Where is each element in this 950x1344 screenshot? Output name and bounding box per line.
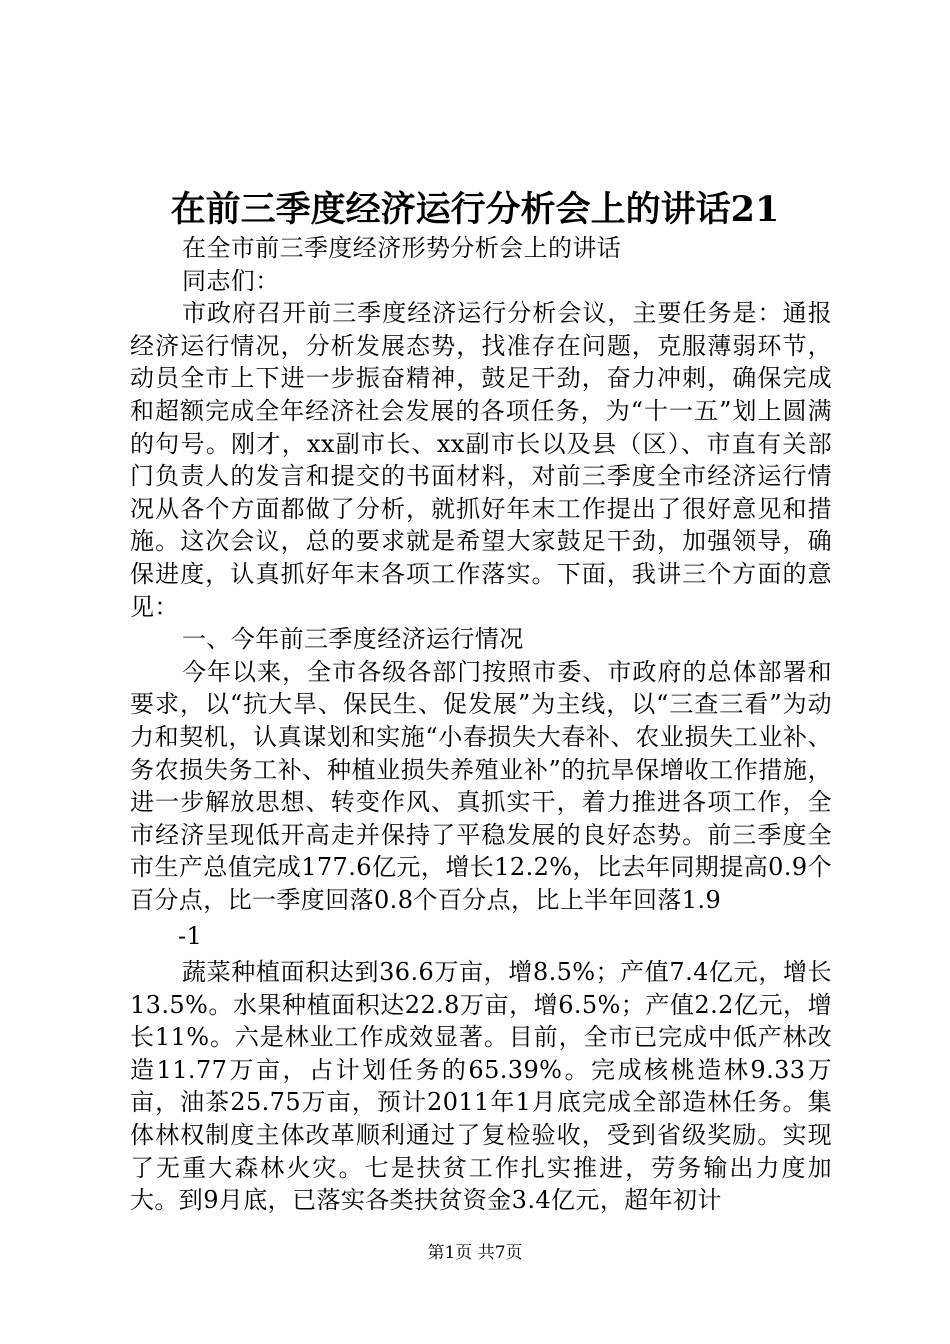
- paragraph-intro: 市政府召开前三季度经济运行分析会议，主要任务是：通报经济运行情况，分析发展态势，找准存在问题，克服薄弱环节，动员全市上下进一步振奋精神，鼓足干劲，奋力冲刺，确保完成和超额完成全年经济社会发展的各项任务，为“十一五”划上圆满的句号。刚才，xx副市长、xx副市长以及县（区）、市直有关部门负责人的发言和提交的书面材料，对前三季度全市经济运行情况从各个方面都做了分析，就抓好年末工作提出了很好意见和措施。这次会议，总的要求就是希望大家鼓足干劲，加强领导，确保进度，认真抓好年末各项工作落实。下面，我讲三个方面的意见：: [130, 299, 832, 621]
- salutation: 同志们：: [182, 266, 280, 295]
- paragraph-economy: 今年以来，全市各级各部门按照市委、市政府的总体部署和要求，以“抗大旱、保民生、促发展”为主线，以“三查三看”为动力和契机，认真谋划和实施“小春损失大春补、农业损失工业补、务农损失务工补、种植业损失养殖业补”的抗旱保增收工作措施，进一步解放思想、转变作风、真抓实干，着力推进各项工作，全市经济呈现低开高走并保持了平稳发展的良好态势。前三季度全市生产总值完成177.6亿元，增长12.2%，比去年同期提高0.9个百分点，比一季度回落0.8个百分点，比上半年回落1.9: [130, 657, 832, 914]
- page-footer: 第1页 共7页: [427, 1243, 523, 1263]
- inline-page-marker: -1: [178, 922, 203, 951]
- document-body: [130, 232, 832, 1217]
- speech-subtitle: 在全市前三季度经济形势分析会上的讲话: [182, 234, 622, 262]
- document-title: 在前三季度经济运行分析会上的讲话21: [170, 189, 780, 230]
- section-heading: 一、今年前三季度经济运行情况: [182, 625, 524, 654]
- paragraph-agriculture: 蔬菜种植面积达到36.6万亩，增8.5%；产值7.4亿元，增长13.5%。水果种植面积达22.8万亩，增6.5%；产值2.2亿元，增长11%。六是林业工作成效显著。目前，全市已完成中低产林改造11.77万亩，占计划任务的65.39%。完成核桃造林9.33万亩，油茶25.75万亩，预计2011年1月底完成全部造林任务。集体林权制度主体改革顺利通过了复检验收，受到省级奖励。实现了无重大森林火灾。七是扶贫工作扎实推进，劳务输出力度加大。到9月底，已落实各类扶贫资金3.4亿元，超年初计: [130, 958, 832, 1215]
